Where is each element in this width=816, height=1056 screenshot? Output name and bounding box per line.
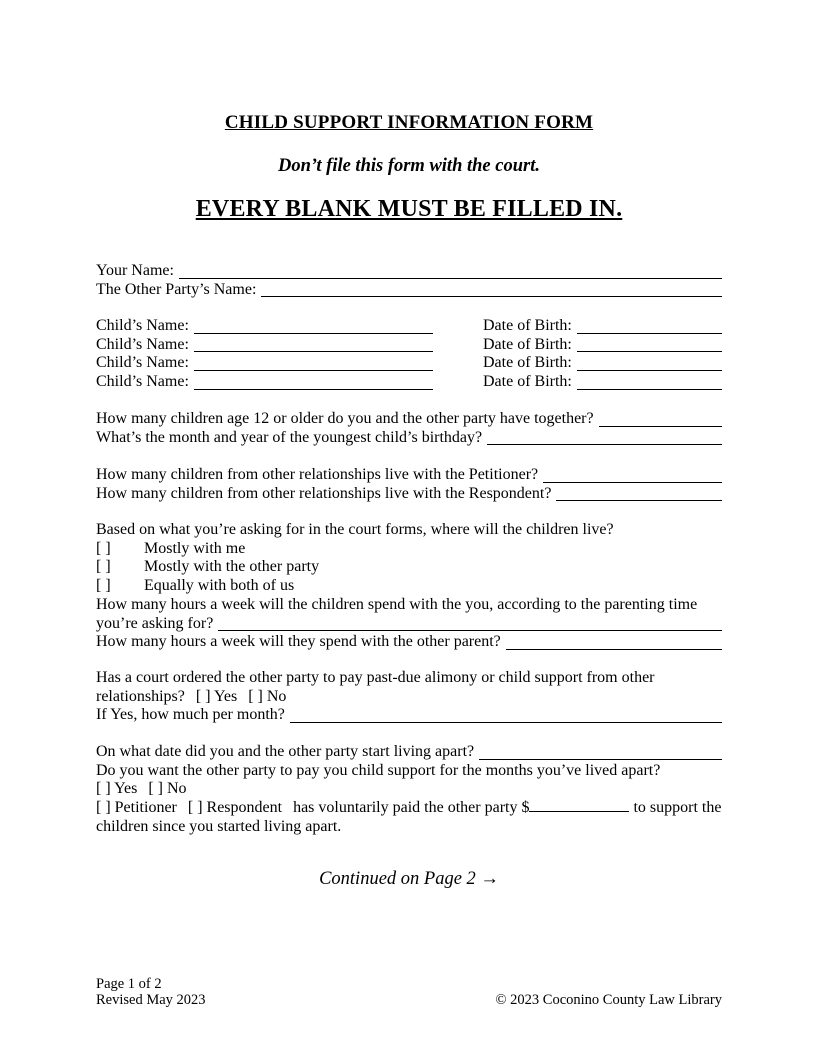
living-apart-section xyxy=(96,743,722,837)
how-much-per-month-question: If Yes, how much per month? xyxy=(96,706,285,724)
petitioner-children-row xyxy=(96,466,722,485)
hours-with-you-blank[interactable] xyxy=(218,615,722,632)
checkbox-pay-months-no[interactable]: [ ] xyxy=(148,780,163,798)
checkbox-petitioner[interactable]: [ ] xyxy=(96,799,111,817)
date-apart-blank[interactable] xyxy=(479,743,722,760)
youngest-birthday-blank[interactable] xyxy=(487,429,722,446)
child-name-blank-2[interactable] xyxy=(194,336,433,353)
respondent-children-question: How many children from other relationships live with the Respondent? xyxy=(96,484,552,502)
child-name-label: Child’s Name: xyxy=(96,373,189,391)
dob-label: Date of Birth: xyxy=(483,317,572,334)
hours-with-other-question: How many hours a week will they spend with the other parent? xyxy=(96,633,501,651)
page-footer xyxy=(96,977,722,1008)
child-row-2 xyxy=(96,336,722,355)
option-mostly-me-label: Mostly with me xyxy=(144,539,246,557)
petitioner-children-blank[interactable] xyxy=(543,466,722,483)
how-much-per-month-blank[interactable] xyxy=(290,706,722,723)
pay-months-yes-label: Yes xyxy=(114,780,138,798)
checkbox-mostly-with-me[interactable]: [ ] xyxy=(96,539,111,557)
voluntary-amount-blank[interactable] xyxy=(529,811,629,812)
respondent-children-blank[interactable] xyxy=(556,485,722,502)
where-live-question: Based on what you’re asking for in the court forms, where will the children live? xyxy=(96,521,614,538)
past-due-yes-label: Yes xyxy=(213,687,238,705)
age12-blank[interactable] xyxy=(599,410,722,427)
footer-page-number: Page 1 of 2 xyxy=(96,976,162,992)
page-title: CHILD SUPPORT INFORMATION FORM xyxy=(224,112,594,133)
youngest-birthday-row xyxy=(96,429,722,448)
pay-for-months-question: Do you want the other party to pay you child support for the months you’ve lived apart? xyxy=(96,761,661,779)
your-name-row xyxy=(96,262,722,281)
your-name-blank[interactable] xyxy=(179,262,722,279)
hours-with-other-blank[interactable] xyxy=(506,633,722,650)
child-name-blank-1[interactable] xyxy=(194,317,433,334)
dob-blank-4[interactable] xyxy=(577,373,722,390)
hours-with-other-row xyxy=(96,633,722,652)
date-apart-question: On what date did you and the other party start living apart? xyxy=(96,743,475,760)
checkbox-equally-both[interactable]: [ ] xyxy=(96,577,111,595)
continued-row xyxy=(96,869,722,890)
petitioner-label: Petitioner xyxy=(114,799,177,817)
dob-label: Date of Birth: xyxy=(483,354,572,372)
option-mostly-other-label: Mostly with the other party xyxy=(144,558,320,576)
child-name-blank-3[interactable] xyxy=(194,354,433,371)
dob-blank-1[interactable] xyxy=(577,317,722,334)
voluntary-payment-text: has voluntarily paid the other party $ xyxy=(293,799,530,817)
other-party-name-blank[interactable] xyxy=(261,281,722,298)
footer-copyright: © 2023 Coconino County Law Library xyxy=(495,991,722,1008)
banner-title-row xyxy=(96,196,722,223)
respondent-label: Respondent xyxy=(206,799,283,817)
voluntary-payment-text-end: to support the xyxy=(633,799,722,817)
children-section xyxy=(96,317,722,392)
child-name-label: Child’s Name: xyxy=(96,335,189,353)
petitioner-children-question: How many children from other relationships live with the Petitioner? xyxy=(96,466,539,483)
checkbox-pay-months-yes[interactable]: [ ] xyxy=(96,780,111,798)
child-name-label: Child’s Name: xyxy=(96,317,189,334)
pay-months-no-label: No xyxy=(167,780,187,798)
age-questions-section xyxy=(96,410,722,447)
footer-revised-date: Revised May 2023 xyxy=(96,991,206,1008)
past-due-question-line1: Has a court ordered the other party to pay past-due alimony or child support from other xyxy=(96,669,655,686)
dob-label: Date of Birth: xyxy=(483,373,572,391)
checkbox-past-due-yes[interactable]: [ ] xyxy=(195,687,211,705)
child-row-1 xyxy=(96,317,722,336)
continued-note: Continued on Page 2 → xyxy=(319,869,499,889)
dont-file-notice-row xyxy=(96,155,722,177)
voluntary-payment-row xyxy=(96,799,722,818)
hours-with-you-question-line2: you’re asking for? xyxy=(96,614,214,632)
past-due-question-line2: relationships? xyxy=(96,687,185,705)
age12-question: How many children age 12 or older do you and the other party have together? xyxy=(96,410,594,427)
child-row-3 xyxy=(96,354,722,373)
date-apart-row xyxy=(96,743,722,762)
where-live-section xyxy=(96,521,722,652)
youngest-birthday-question: What’s the month and year of the youngest child’s birthday? xyxy=(96,428,483,446)
your-name-label: Your Name: xyxy=(96,262,174,279)
footer-left xyxy=(96,977,206,1008)
banner-title: EVERY BLANK MUST BE FILLED IN. xyxy=(195,196,623,222)
respondent-children-row xyxy=(96,485,722,504)
dob-blank-3[interactable] xyxy=(577,354,722,371)
dont-file-notice: Don’t file this form with the court. xyxy=(278,156,540,176)
page-title-row xyxy=(96,112,722,134)
option-mostly-other-row xyxy=(96,558,722,577)
hours-with-you-question-line1: How many hours a week will the children spend with the you, according to the parenting time xyxy=(96,595,698,613)
other-party-name-row xyxy=(96,281,722,300)
checkbox-past-due-no[interactable]: [ ] xyxy=(248,687,263,705)
pay-for-months-yes-no-row xyxy=(96,780,722,799)
dob-blank-2[interactable] xyxy=(577,336,722,353)
past-due-yes-no-row xyxy=(96,688,722,707)
other-relationships-section xyxy=(96,466,722,503)
child-name-label: Child’s Name: xyxy=(96,354,189,372)
option-equally-row xyxy=(96,577,722,596)
child-row-4 xyxy=(96,373,722,392)
party-names-section xyxy=(96,262,722,299)
dob-label: Date of Birth: xyxy=(483,335,572,353)
past-due-no-label: No xyxy=(266,687,287,705)
voluntary-payment-line2: children since you started living apart. xyxy=(96,817,342,835)
checkbox-respondent[interactable]: [ ] xyxy=(187,799,203,817)
how-much-per-month-row xyxy=(96,706,722,725)
child-name-blank-4[interactable] xyxy=(194,373,433,390)
option-equally-label: Equally with both of us xyxy=(144,577,295,595)
option-mostly-me-row xyxy=(96,540,722,559)
past-due-section xyxy=(96,669,722,725)
checkbox-mostly-with-other-party[interactable]: [ ] xyxy=(96,558,111,576)
other-party-name-label: The Other Party’s Name: xyxy=(96,280,257,298)
age12-question-row xyxy=(96,410,722,429)
hours-with-you-line2-row xyxy=(96,615,722,634)
